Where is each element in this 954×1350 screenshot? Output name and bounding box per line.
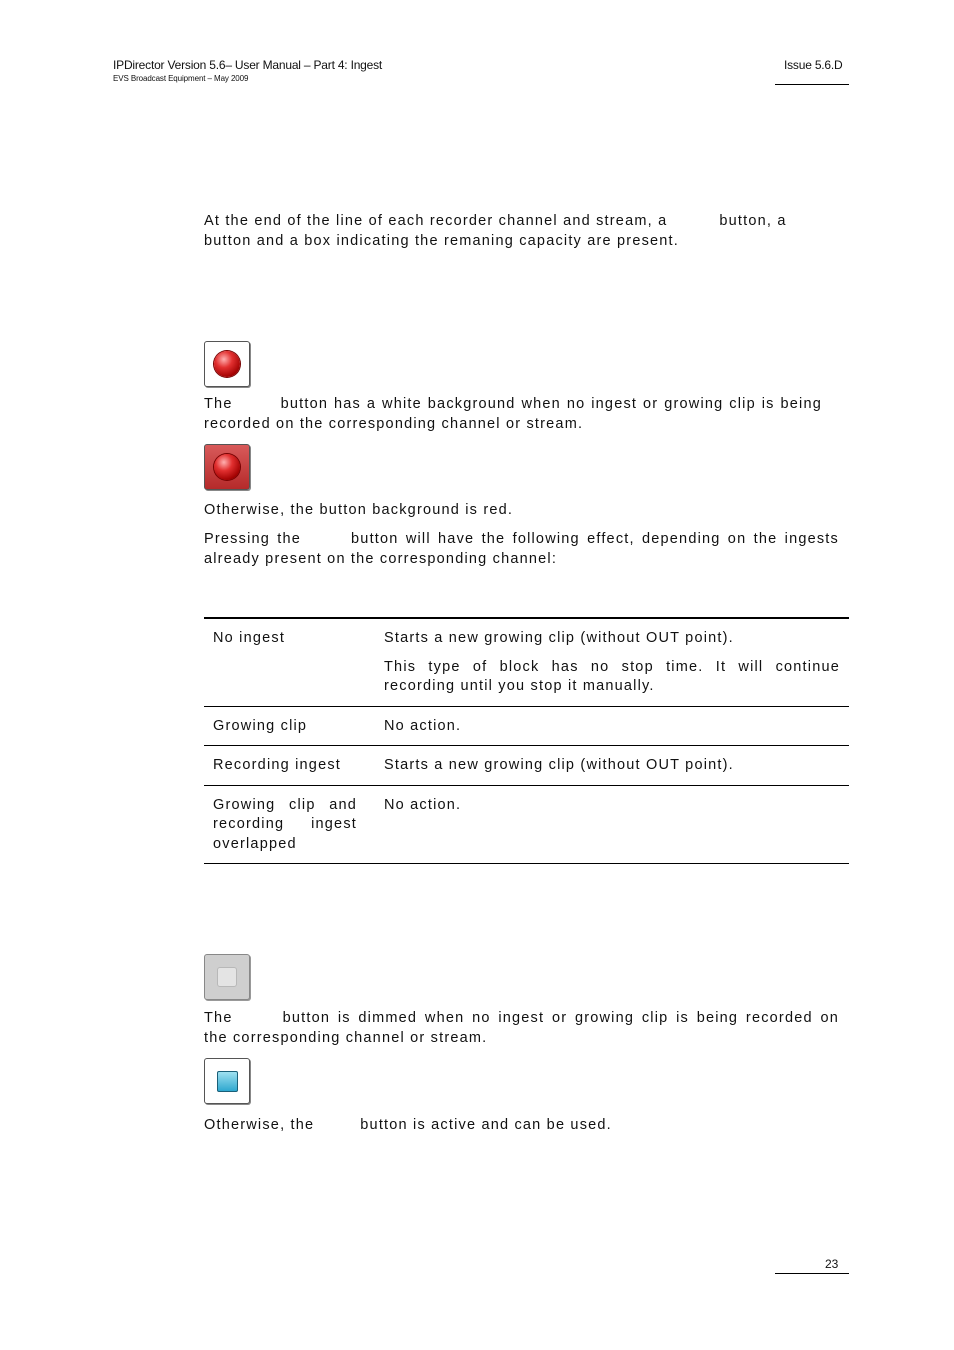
table-row <box>204 706 849 746</box>
record-white-b: button has a white background when no ingest or growing clip is being <box>280 396 822 412</box>
intro-line2: button and a box indicating the remaning capacity are present. <box>204 232 680 249</box>
stop-dim-b: button is dimmed when no ingest or growing clip is being recorded on <box>282 1010 839 1026</box>
stop-active-b: button is active and can be used. <box>360 1117 612 1133</box>
table-condition: Growing clip <box>213 717 308 734</box>
stop-dim-line2: the corresponding channel or stream. <box>204 1029 488 1046</box>
record-white-paragraph <box>204 395 822 434</box>
stop-button-dimmed-icon <box>204 954 250 1000</box>
record-press-a: Pressing the <box>204 531 302 547</box>
intro-paragraph <box>204 212 814 251</box>
table-condition: Recording ingest <box>213 757 342 773</box>
record-white-line2: recorded on the corresponding channel or stream. <box>204 415 584 432</box>
table-effect: Starts a new growing clip (without OUT point). <box>384 630 734 646</box>
stop-square-dimmed-icon <box>217 967 237 987</box>
header-subtitle: EVS Broadcast Equipment – May 2009 <box>113 74 249 83</box>
record-led-icon <box>214 351 240 377</box>
record-button-active-icon <box>204 444 250 490</box>
footer-rule <box>775 1273 849 1274</box>
record-button-icon <box>204 341 250 387</box>
record-white-a: The <box>204 396 233 412</box>
table-condition: Growing clip and recording ingest overlapped <box>213 796 357 852</box>
table-effect-extra: This type of block has no stop time. It will continue recording until you stop it manually. <box>384 658 840 694</box>
table-row <box>204 618 849 706</box>
record-red-text: Otherwise, the button background is red. <box>204 502 514 518</box>
table-effect: No action. <box>384 796 462 813</box>
record-press-paragraph <box>204 530 839 569</box>
header-issue: Issue 5.6.D <box>784 58 843 72</box>
stop-dim-a: The <box>204 1010 233 1026</box>
record-press-line2: already present on the corresponding channel: <box>204 550 558 567</box>
stop-active-a: Otherwise, the <box>204 1117 315 1133</box>
table-effect: No action. <box>384 717 462 734</box>
record-press-b: button will have the following effect, depending on the ingests <box>351 531 839 547</box>
stop-square-active-icon <box>217 1071 238 1092</box>
intro-line1-a: At the end of the line of each recorder channel and stream, a <box>204 213 668 229</box>
record-effects-table <box>204 617 849 864</box>
header-rule <box>775 84 849 85</box>
table-row <box>204 746 849 786</box>
stop-button-active-icon <box>204 1058 250 1104</box>
header-title: IPDirector Version 5.6– User Manual – Part 4: Ingest <box>113 58 383 72</box>
table-row <box>204 785 849 864</box>
stop-dim-paragraph <box>204 1009 839 1048</box>
record-led-active-icon <box>214 454 240 480</box>
intro-line1-b: button, a <box>719 213 787 229</box>
table-effect: Starts a new growing clip (without OUT point). <box>384 757 734 773</box>
table-condition: No ingest <box>213 630 286 646</box>
stop-active-text <box>204 1116 612 1136</box>
page-number: 23 <box>825 1257 839 1271</box>
